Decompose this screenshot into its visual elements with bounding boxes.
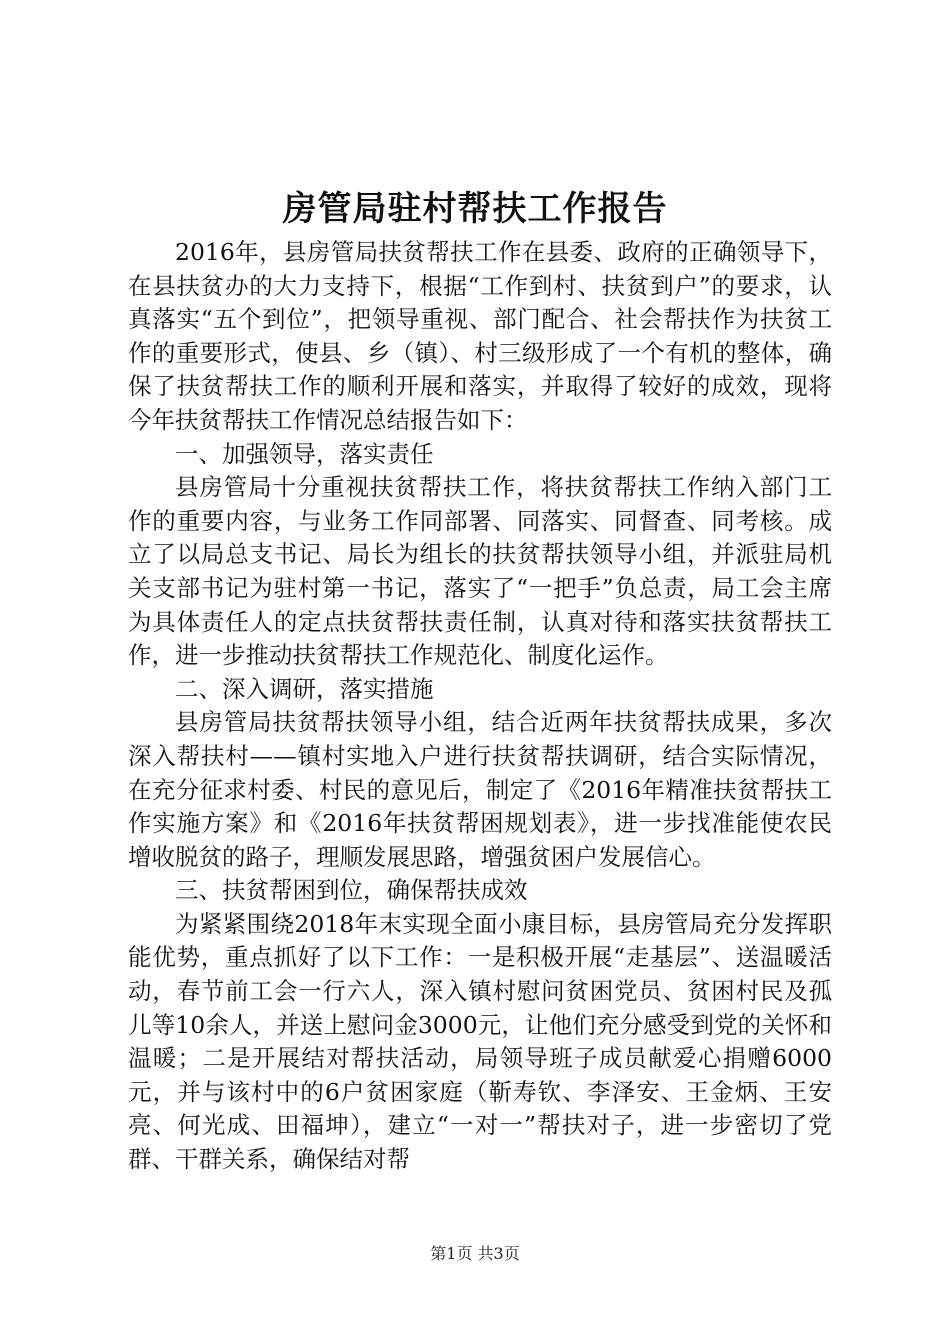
document-body [128, 236, 832, 1177]
section-heading-3: 三、扶贫帮困到位，确保帮扶成效 [175, 876, 528, 905]
page-footer: 第1页 共3页 [430, 1244, 520, 1263]
paragraph-intro: 2016年，县房管局扶贫帮扶工作在县委、政府的正确领导下，在县扶贫办的大力支持下，根据“工作到村、扶贫到户”的要求，认真落实“五个到位”，把领导重视、部门配合、社会帮扶作为扶贫工作的重要形式，使县、乡（镇）、村三级形成了一个有机的整体，确保了扶贫帮扶工作的顺利开展和落实，并取得了较好的成效，现将今年扶贫帮扶工作情况总结报告如下： [128, 238, 832, 434]
section-heading-2: 二、深入调研，落实措施 [175, 674, 434, 703]
section-heading-1: 一、加强领导，落实责任 [175, 439, 434, 468]
paragraph-section-1: 县房管局十分重视扶贫帮扶工作，将扶贫帮扶工作纳入部门工作的重要内容，与业务工作同部署、同落实、同督查、同考核。成立了以局总支书记、局长为组长的扶贫帮扶领导小组，并派驻局机关支部书记为驻村第一书记，落实了“一把手”负总责，局工会主席为具体责任人的定点扶贫帮扶责任制，认真对待和落实扶贫帮扶工作，进一步推动扶贫帮扶工作规范化、制度化运作。 [128, 473, 832, 670]
document-title: 房管局驻村帮扶工作报告 [282, 189, 668, 229]
paragraph-section-2: 县房管局扶贫帮扶领导小组，结合近两年扶贫帮扶成果，多次深入帮扶村——镇村实地入户进行扶贫帮扶调研，结合实际情况，在充分征求村委、村民的意见后，制定了《2016年精准扶贫帮扶工作实施方案》和《2016年扶贫帮困规划表》，进一步找准能使农民增收脱贫的路子，理顺发展思路，增强贫困户发展信心。 [128, 708, 832, 871]
paragraph-section-3: 为紧紧围绕2018年末实现全面小康目标，县房管局充分发挥职能优势，重点抓好了以下工作：一是积极开展“走基层”、送温暖活动，春节前工会一行六人，深入镇村慰问贫困党员、贫困村民及孤儿等10余人，并送上慰问金3000元，让他们充分感受到党的关怀和温暖；二是开展结对帮扶活动，局领导班子成员献爱心捐赠6000元，并与该村中的6户贫困家庭（靳寿钦、李泽安、王金炳、王安亮、何光成、田福坤），建立“一对一”帮扶对子，进一步密切了党群、干群关系，确保结对帮 [128, 909, 832, 1174]
